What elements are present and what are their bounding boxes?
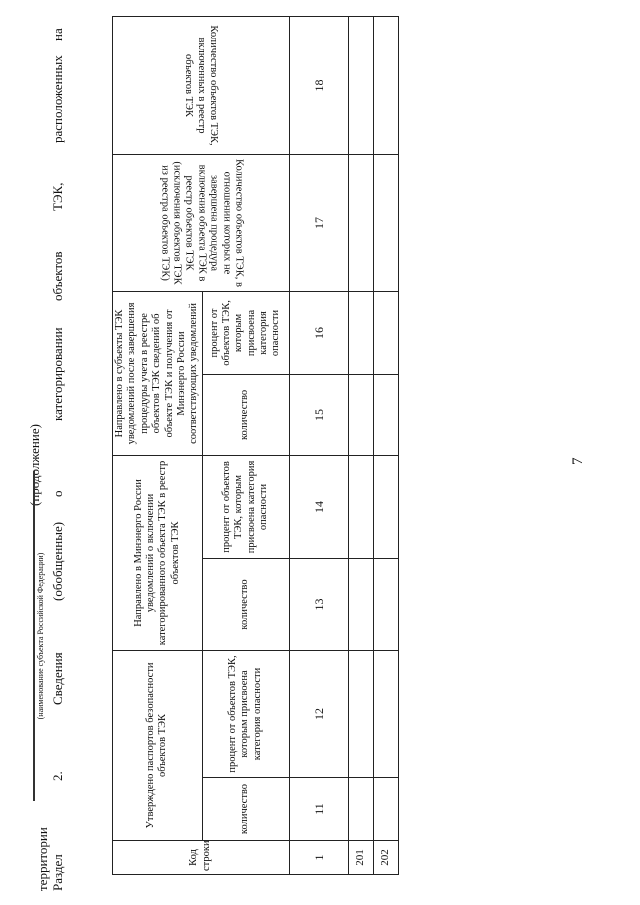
heading-word: ТЭК,: [50, 182, 65, 211]
column-number: 14: [289, 455, 348, 558]
row-code: 201: [348, 841, 373, 875]
column-number: 11: [289, 778, 348, 841]
header-row-code: Код строки: [113, 841, 290, 875]
column-number: 18: [289, 16, 348, 154]
heading-word: расположенных: [50, 55, 65, 143]
subheader-quantity: количество: [202, 778, 289, 841]
data-cell: [373, 455, 398, 558]
data-cell: [373, 778, 398, 841]
header-not-completed-text: Количество объектов ТЭК, в отношении которых не завершена процедура включения объекта ТЭК в реестр объектов ТЭК (исключения объектов ТЭК из реестра объектов ТЭК): [158, 159, 245, 287]
heading-word: Раздел: [50, 854, 65, 891]
data-cell: [348, 291, 373, 374]
data-cell: [373, 16, 398, 154]
header-passports: Утверждено паспортов безопасности объектов ТЭК: [113, 650, 203, 840]
data-cell: [348, 16, 373, 154]
data-cell: [373, 558, 398, 650]
heading-word: на: [50, 28, 65, 41]
heading-word: Сведения: [50, 652, 65, 705]
data-cell: [373, 154, 398, 291]
data-cell: [348, 455, 373, 558]
heading-territory-word: территории: [35, 827, 50, 891]
column-number: 12: [289, 650, 348, 777]
subheader-percent: процент от объектов ТЭК, которым присвоена категория опасности: [202, 291, 289, 374]
subheader-quantity: количество: [202, 374, 289, 455]
data-cell: [348, 778, 373, 841]
data-cell: [348, 374, 373, 455]
header-subjects: Направлено в субъекты ТЭК уведомлений после завершения процедуры учета в реестре объектов ТЭК сведений об объекте ТЭК и получения от Минэнерго России соответствующих уведомлений: [113, 291, 203, 455]
data-cell: [373, 291, 398, 374]
table-row: [348, 16, 373, 874]
categorization-table: [112, 16, 399, 875]
page-number: 7: [570, 457, 586, 465]
heading-continuation: (продолжение): [27, 424, 42, 506]
data-cell: [373, 650, 398, 777]
territory-hint: (наименование субъекта Российской Федерации): [34, 471, 45, 801]
header-not-completed: [113, 154, 290, 291]
header-included: [113, 16, 290, 154]
column-number: 17: [289, 154, 348, 291]
heading-word: объектов: [50, 251, 65, 301]
heading-word: о: [50, 490, 65, 497]
subheader-percent: процент от объектов ТЭК, которым присвоена категория опасности: [202, 650, 289, 777]
data-cell: [348, 154, 373, 291]
heading-word: 2.: [50, 771, 65, 781]
row-code: 202: [373, 841, 398, 875]
column-number: 13: [289, 558, 348, 650]
heading-word: категорировании: [50, 327, 65, 421]
data-cell: [373, 374, 398, 455]
data-cell: [348, 650, 373, 777]
subheader-percent: процент от объектов ТЭК, которым присвоена категория опасности: [202, 455, 289, 558]
table-row: [373, 16, 398, 874]
section-heading: [20, 28, 80, 901]
header-minenergo: Направлено в Минэнерго России уведомлений о включении категорированного объекта ТЭК в реестр объектов ТЭК: [113, 455, 203, 650]
subheader-quantity: количество: [202, 558, 289, 650]
column-number: 16: [289, 291, 348, 374]
header-included-text: Количество объектов ТЭК, включенных в реестр объектов ТЭК: [183, 25, 220, 146]
data-cell: [348, 558, 373, 650]
column-number: 1: [289, 841, 348, 875]
column-number: 15: [289, 374, 348, 455]
heading-word: (обобщенные): [50, 521, 65, 601]
